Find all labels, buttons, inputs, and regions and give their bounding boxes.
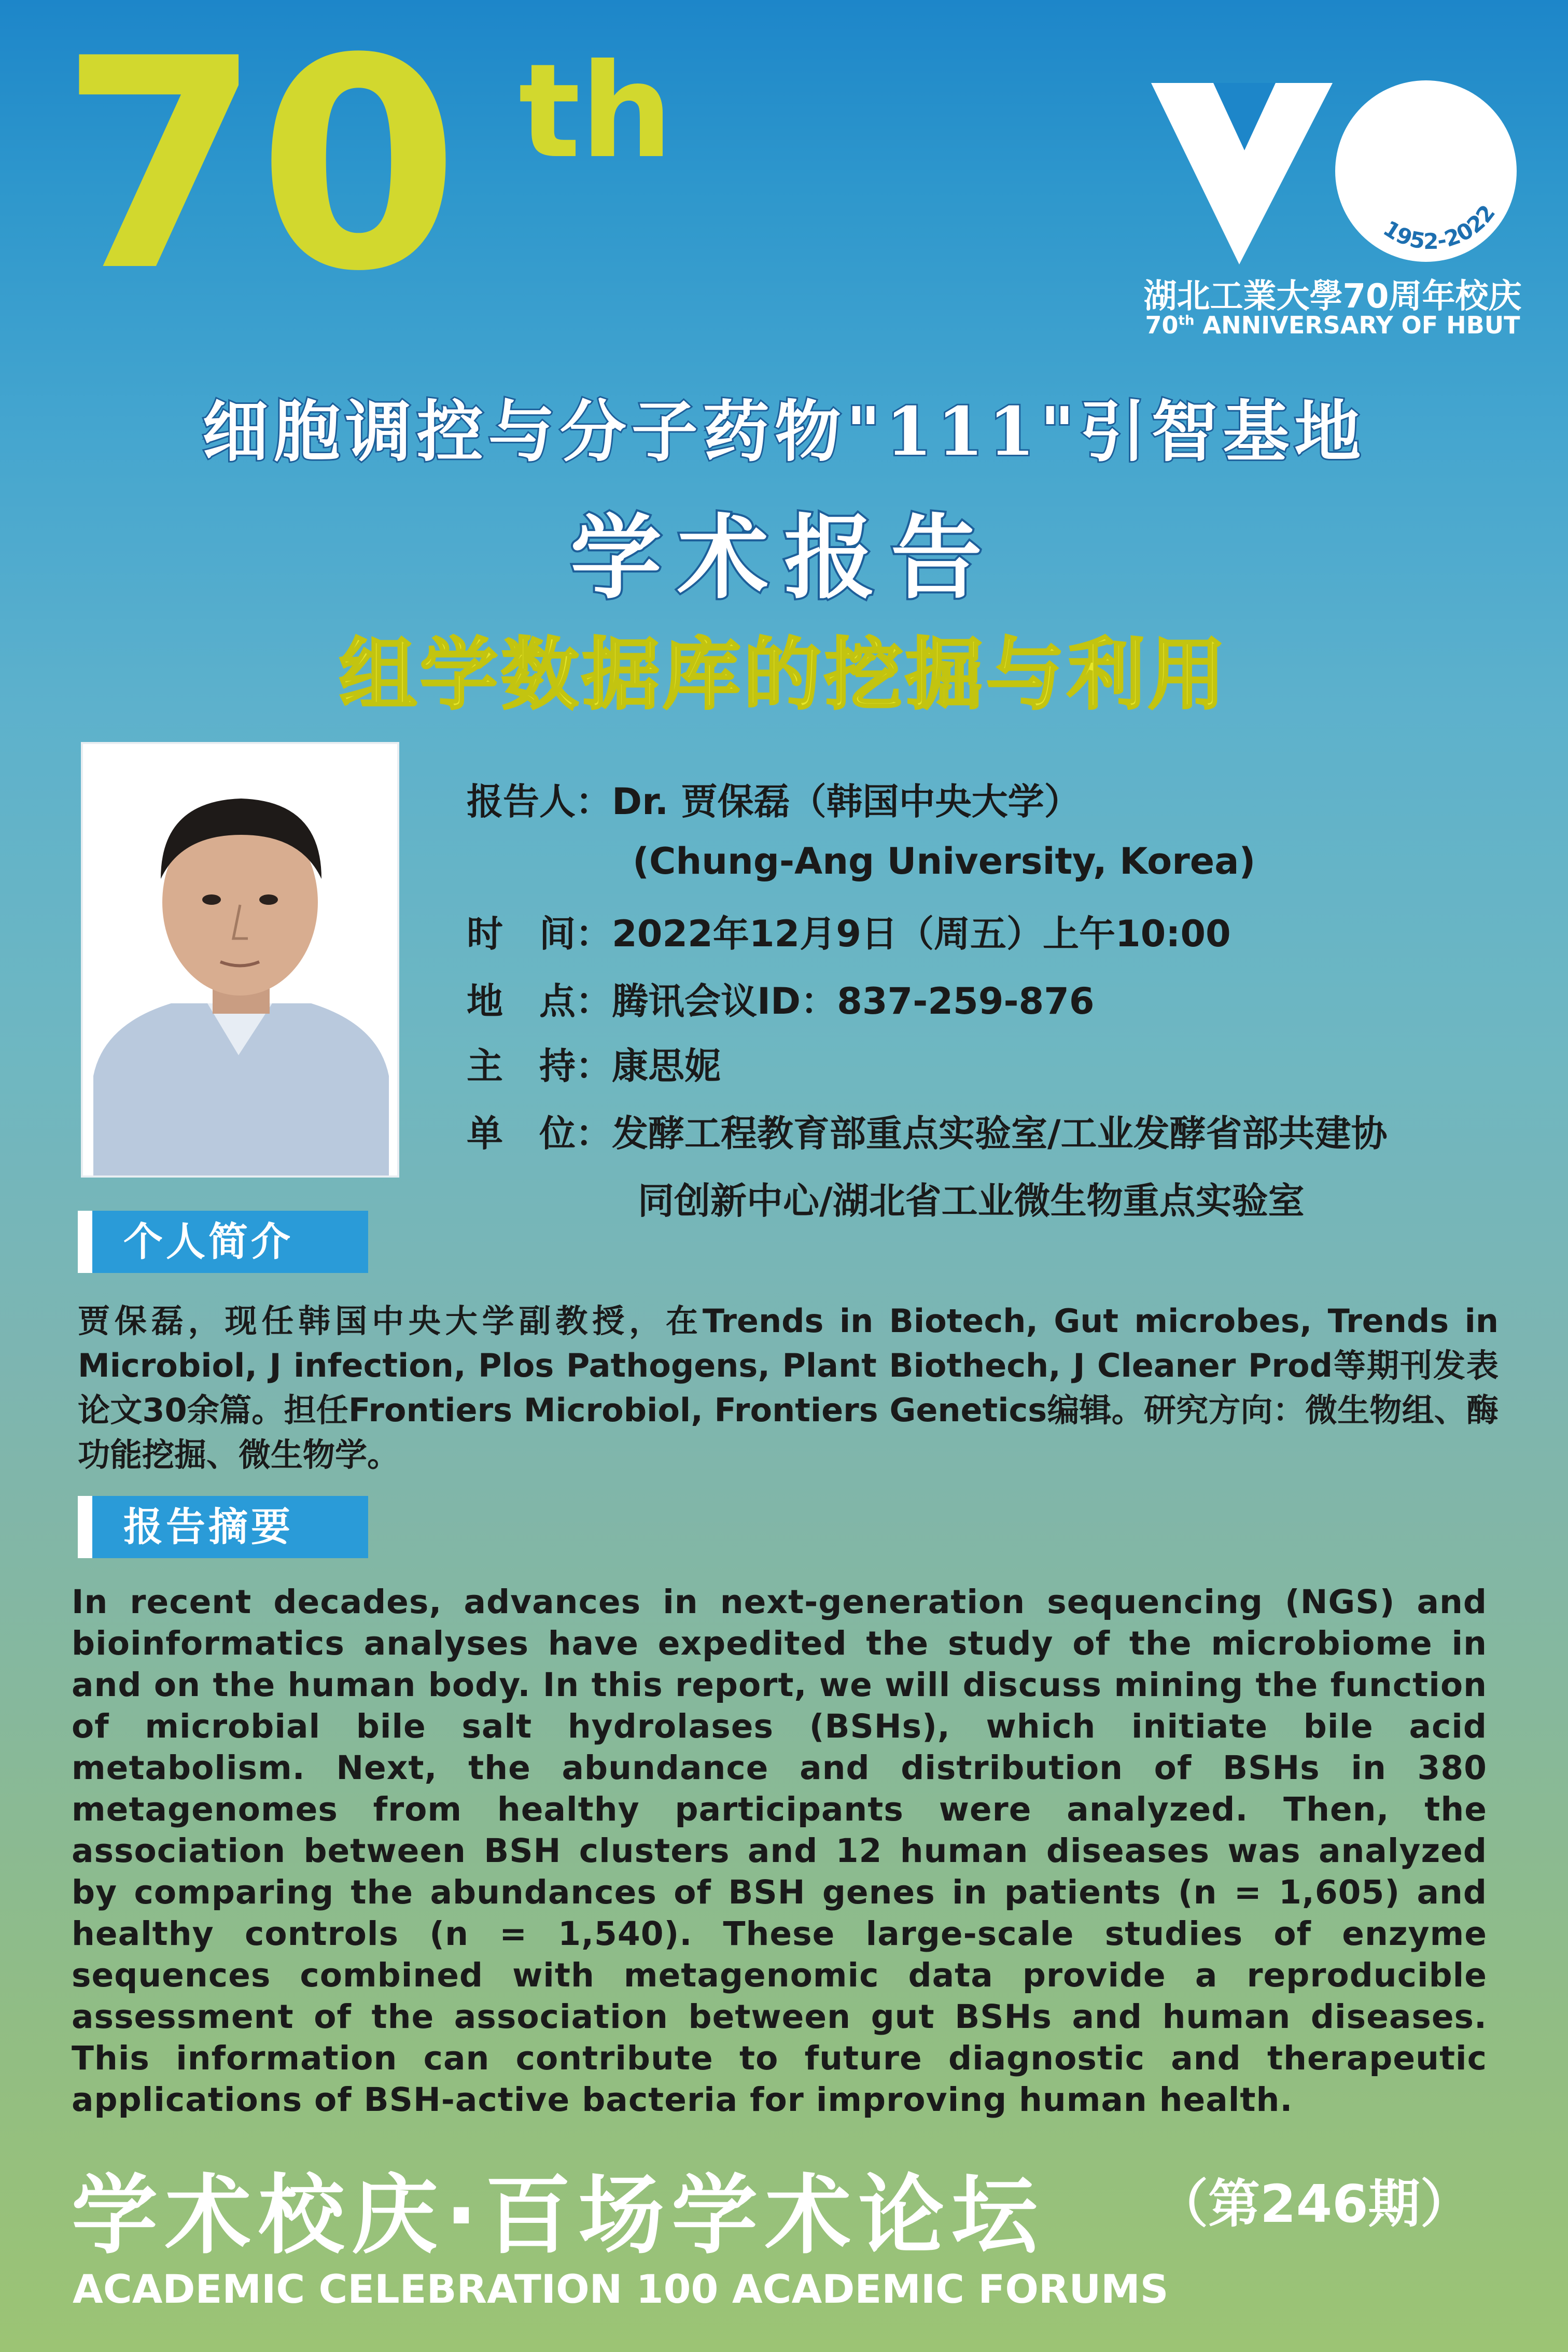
time-value: 2022年12月9日（周五）上午10:00	[612, 913, 1231, 955]
place-label: 地 点：	[467, 980, 612, 1023]
anniversary-suffix: th	[519, 36, 673, 187]
org-value-line1: 发酵工程教育部重点实验室/工业发酵省部共建协	[612, 1112, 1388, 1155]
talk-title: 组学数据库的挖掘与利用	[339, 630, 1229, 720]
org-row	[467, 1104, 1388, 1157]
org-value-line2: 同创新中心/湖北省工业微生物重点实验室	[638, 1180, 1305, 1222]
speaker-photo	[83, 744, 397, 1175]
speaker-value: Dr. 贾保磊（韩国中央大学）	[612, 780, 1081, 823]
time-row	[467, 905, 1231, 957]
speaker-row	[467, 773, 1081, 825]
place-row	[467, 972, 1095, 1025]
speaker-label: 报告人：	[467, 780, 612, 823]
logo-english-title: 70th ANNIVERSARY OF HBUT	[1145, 311, 1520, 339]
abstract-text: In recent decades, advances in next-generation sequencing (NGS) and bioinformatics analyses have expedited the study of the microbiome in and on the human body. In this report, we will discuss mining the function of microbial bile salt hydrolases (BSHs), which initiate bile acid metabolism. Next, the abundance and distribution of BSHs in 380 metagenomes from healthy participants were analyzed. Then, the association between BSH clusters and 12 human diseases was analyzed by comparing the abundances of BSH genes in patients (n = 1,605) and healthy controls (n = 1,540). These large-scale studies of enzyme sequences combined with metagenomic data provide a reproducible assessment of the association between gut BSHs and human diseases. This information can contribute to future diagnostic and therapeutic applications of BSH-active bacteria for improving human health.	[72, 1583, 1487, 2119]
speaker-affiliation-en: (Chung-Ang University, Korea)	[633, 840, 1256, 883]
logo-years: 1952-2022	[1379, 200, 1501, 255]
org-label: 单 位：	[467, 1112, 612, 1155]
forum-series-english: ACADEMIC CELEBRATION 100 ACADEMIC FORUMS	[73, 2266, 1169, 2312]
host-label: 主 持：	[467, 1045, 612, 1087]
time-label: 时 间：	[467, 913, 612, 955]
base-title: 细胞调控与分子药物"111"引智基地	[202, 393, 1366, 471]
logo-chinese-title: 湖北工業大學70周年校庆	[1143, 277, 1522, 316]
host-row	[467, 1037, 721, 1089]
abstract-section-label: 报告摘要	[78, 1496, 368, 1558]
forum-series-title: 学术校庆·百场学术论坛	[72, 2166, 1045, 2266]
speaker-portrait	[83, 744, 397, 1175]
bio-section-label: 个人简介	[78, 1211, 368, 1273]
bio-text: 贾保磊，现任韩国中央大学副教授，在Trends in Biotech, Gut microbes, Trends in Microbiol, J infection, Plos Pathogens, Plant Biothech, J Cleaner Prod等期刊发表论文30余篇。担任Frontiers Microbiol, Frontiers Genetics编辑。研究方向：微生物组、酶功能挖掘、微生物学。	[78, 1302, 1499, 1474]
anniversary-number: 70	[60, 0, 456, 335]
report-title: 学术报告	[570, 504, 998, 611]
forum-issue-number: （第246期）	[1156, 2174, 1472, 2234]
host-value: 康思妮	[612, 1045, 721, 1087]
place-value: 腾讯会议ID：837-259-876	[612, 980, 1095, 1023]
